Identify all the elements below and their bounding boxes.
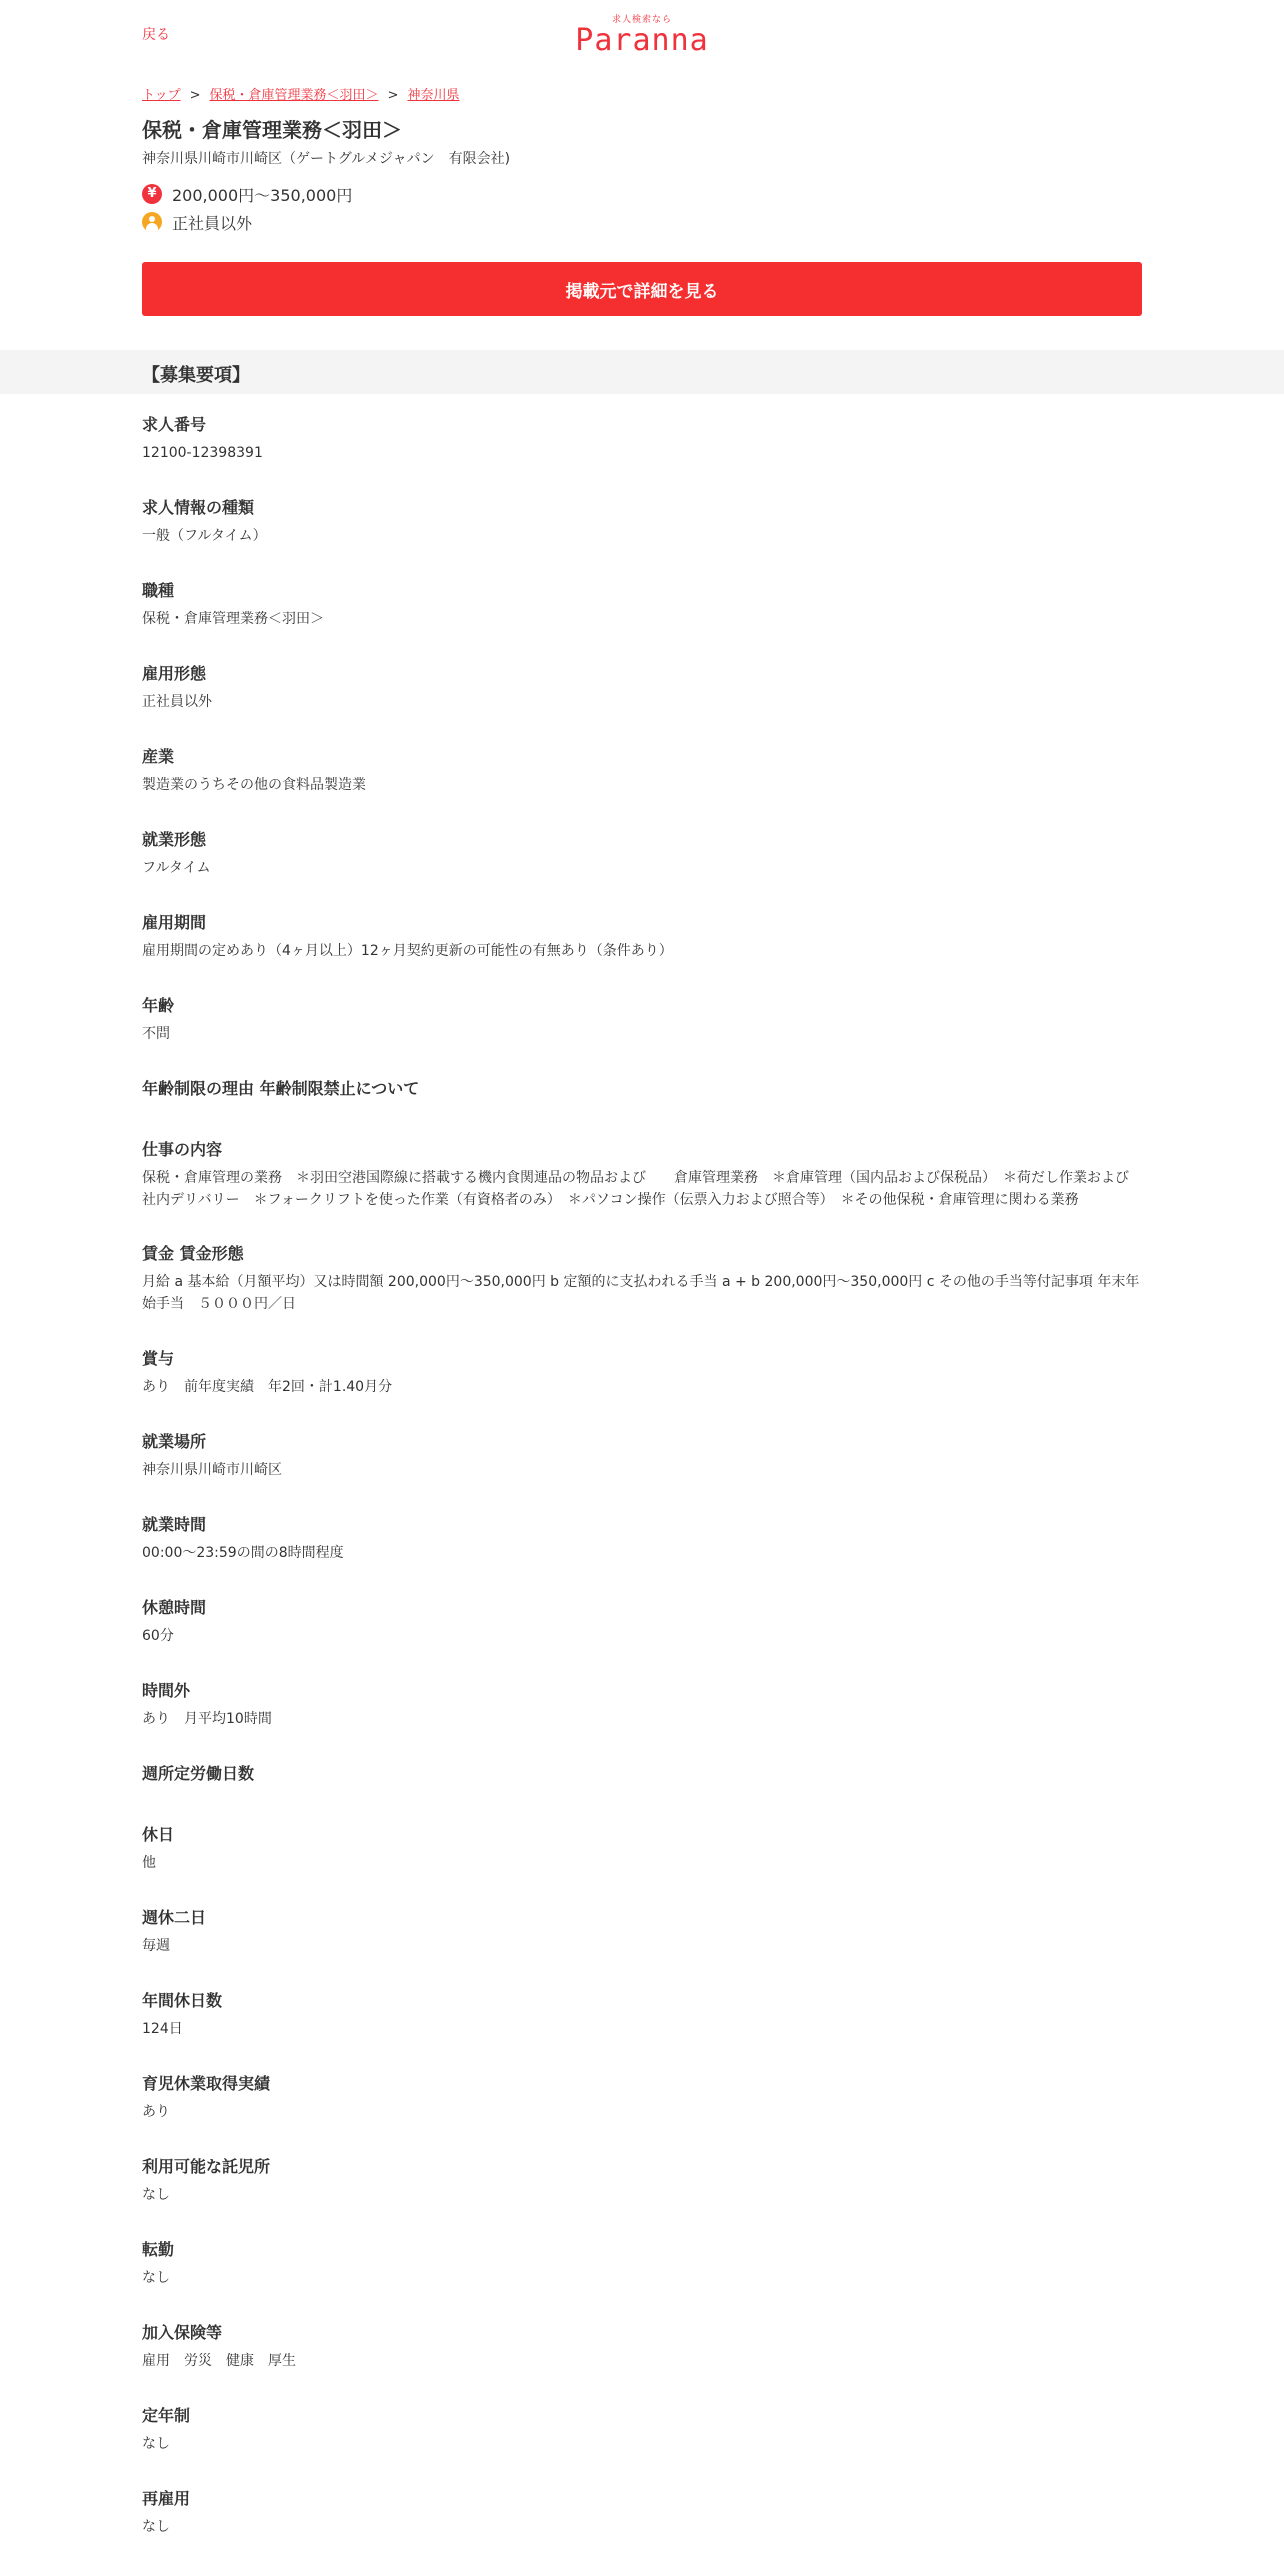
field-value: 保税・倉庫管理業務＜羽田＞ (142, 611, 324, 627)
salary-text: 200,000円～350,000円 (172, 185, 353, 205)
field-value: なし (142, 2519, 170, 2535)
field-label: 利用可能な託児所 (142, 2157, 271, 2176)
field-value: 製造業のうちその他の食料品製造業 (142, 777, 366, 793)
field-value: 一般（フルタイム） (142, 528, 267, 544)
paranna-logo[interactable] (574, 14, 710, 56)
field-label: 育児休業取得実績 (142, 2074, 271, 2093)
field-value: 60分 (142, 1628, 174, 1644)
field-value: なし (142, 2270, 170, 2286)
field-label: 週休二日 (142, 1908, 207, 1927)
breadcrumb-separator: > (387, 88, 399, 103)
field-value: 00:00～23:59の間の8時間程度 (142, 1545, 344, 1561)
field-value: フルタイム (142, 860, 211, 876)
field-label: 加入保険等 (142, 2323, 223, 2342)
field-value: 124日 (142, 2021, 183, 2037)
field-label: 定年制 (142, 2406, 191, 2425)
field-label: 就業形態 (142, 830, 207, 849)
field-value: 12100-12398391 (142, 445, 263, 461)
field-label: 就業場所 (142, 1432, 207, 1451)
field-label: 賞与 (142, 1349, 175, 1368)
breadcrumb (142, 84, 459, 103)
field-label: 再雇用 (142, 2489, 191, 2508)
field-value: 正社員以外 (142, 694, 212, 710)
field-label: 求人情報の種類 (142, 498, 255, 517)
field-label: 時間外 (142, 1681, 191, 1700)
breadcrumb-job[interactable]: 保税・倉庫管理業務＜羽田＞ (209, 88, 379, 103)
field-label: 求人番号 (142, 415, 207, 434)
field-label: 年間休日数 (142, 1991, 223, 2010)
back-link[interactable]: 戻る (142, 27, 170, 43)
field-label: 週所定労働日数 (142, 1764, 255, 1783)
employment-row (142, 211, 252, 233)
field-value: 保税・倉庫管理の業務 ＊羽田空港国際線に搭載する機内食関連品の物品および 倉庫管理業務 ＊倉庫管理（国内品および保税品） ＊荷だし作業および社内デリバリー ＊フォークリフトを使った作業（有資格者のみ） ＊パソコン操作（伝票入力および照合等） ＊その他保税・倉庫管理に関わる業務 (142, 1170, 1129, 1208)
job-title: 保税・倉庫管理業務＜羽田＞ (142, 118, 402, 142)
field-label: 職種 (142, 581, 175, 600)
field-label: 雇用形態 (142, 664, 207, 683)
field-label: 休日 (142, 1825, 175, 1844)
field-value: 他 (142, 1855, 156, 1871)
salary-row (142, 183, 352, 205)
section-header (0, 350, 1284, 394)
field-label: 就業時間 (142, 1515, 207, 1534)
field-value: 毎週 (142, 1938, 170, 1954)
field-value: 雇用 労災 健康 厚生 (142, 2353, 296, 2369)
field-value: なし (142, 2187, 170, 2203)
field-label: 賃金 賃金形態 (142, 1244, 244, 1263)
field-label: 年齢制限の理由 年齢制限禁止について (142, 1079, 420, 1098)
field-label: 雇用期間 (142, 913, 207, 932)
field-value: あり 前年度実績 年2回・計1.40月分 (142, 1379, 393, 1395)
field-label: 転勤 (142, 2240, 175, 2259)
breadcrumb-top[interactable]: トップ (142, 88, 181, 103)
field-value: 雇用期間の定めあり（4ヶ月以上）12ヶ月契約更新の可能性の有無あり（条件あり） (142, 943, 673, 959)
field-value: 不問 (142, 1026, 170, 1042)
job-location-company: 神奈川県川崎市川崎区（ゲートグルメジャパン 有限会社) (142, 151, 511, 167)
field-value: 神奈川県川崎市川崎区 (142, 1462, 282, 1478)
field-label: 仕事の内容 (142, 1140, 223, 1159)
field-value: 月給 a 基本給（月額平均）又は時間額 200,000円～350,000円 b 定額的に支払われる手当 a + b 200,000円～350,000円 c その他の手当等付記事項 年末年始手当 ５０００円／日 (142, 1274, 1140, 1312)
section-heading: 【募集要項】 (142, 365, 250, 386)
yen-icon: ¥ (142, 184, 162, 204)
field-value: あり 月平均10時間 (142, 1711, 272, 1727)
employment-text: 正社員以外 (172, 213, 253, 233)
field-value: なし (142, 2436, 170, 2452)
field-label: 産業 (142, 747, 175, 766)
breadcrumb-separator: > (189, 88, 201, 103)
field-label: 休憩時間 (142, 1598, 207, 1617)
breadcrumb-prefecture[interactable]: 神奈川県 (407, 88, 460, 103)
logo-tagline: 求人検索なら (611, 15, 672, 25)
person-icon (142, 212, 162, 232)
view-source-button[interactable]: 掲載元で詳細を見る (142, 262, 1142, 316)
field-label: 年齢 (142, 996, 175, 1015)
field-value: あり (142, 2104, 170, 2120)
logo-wordmark: Paranna (575, 23, 709, 58)
